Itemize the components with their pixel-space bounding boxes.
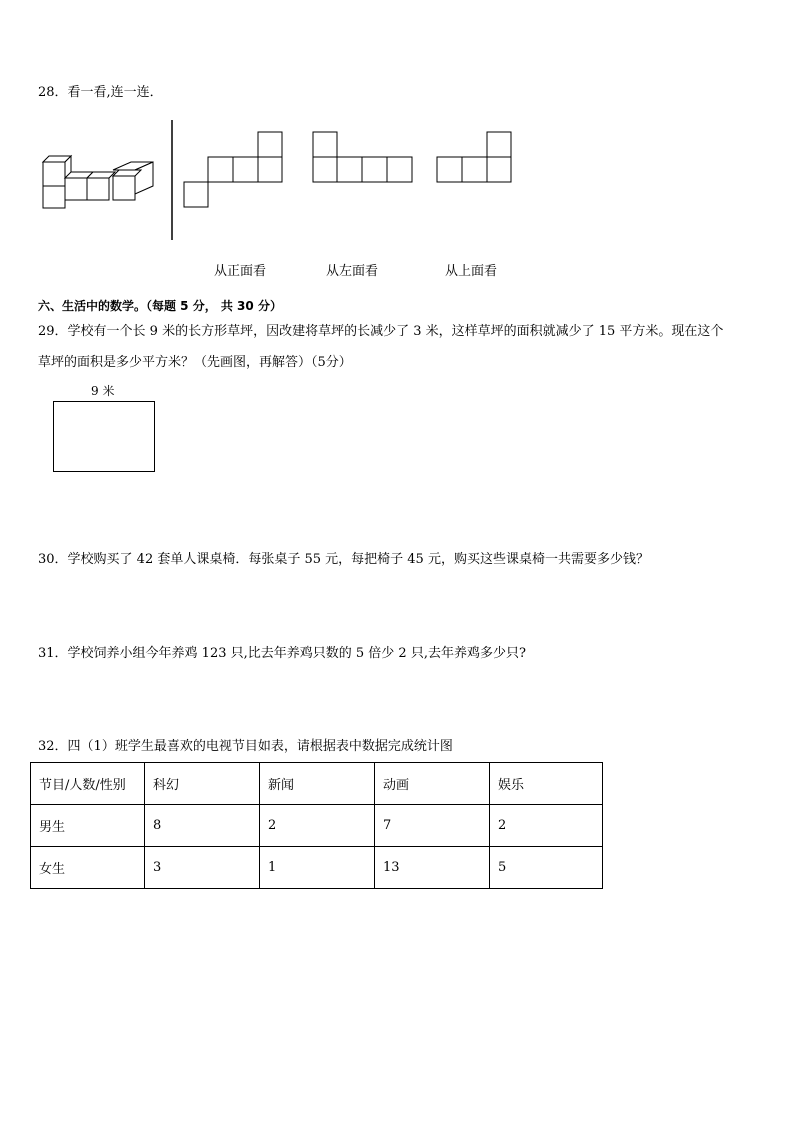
table-cell: 男生 <box>31 805 145 847</box>
table-cell: 5 <box>490 847 603 889</box>
table-header-cell: 科幻 <box>145 763 260 805</box>
table-cell: 7 <box>375 805 490 847</box>
table-cell: 1 <box>260 847 375 889</box>
table-cell: 2 <box>490 805 603 847</box>
table-header-row <box>31 763 603 805</box>
q29-line1: 29．学校有一个长 9 米的长方形草坪，因改建将草坪的长减少了 3 米，这样草坪的面积就减少了 15 平方米。现在这个 <box>38 324 724 339</box>
q31-text: 31．学校饲养小组今年养鸡 123 只,比去年养鸡只数的 5 倍少 2 只,去年养鸡多少只? <box>38 646 526 661</box>
table-row <box>31 847 603 889</box>
table-cell: 8 <box>145 805 260 847</box>
divider-line <box>170 118 176 242</box>
label-top-view: 从上面看 <box>445 264 498 279</box>
q30-text: 30．学校购买了 42 套单人课桌椅．每张桌子 55 元，每把椅子 45 元，购买这些课桌椅一共需要多少钱？ <box>38 552 649 567</box>
table-cell: 女生 <box>31 847 145 889</box>
table-header-cell: 娱乐 <box>490 763 603 805</box>
table-row <box>31 805 603 847</box>
tv-program-table <box>30 762 603 889</box>
label-left-view: 从左面看 <box>326 264 379 279</box>
table-cell: 13 <box>375 847 490 889</box>
q29-rectangle-figure <box>52 400 156 474</box>
table-header-cell: 动画 <box>375 763 490 805</box>
q28-question: 28．看一看,连一连． <box>38 85 163 100</box>
table-header-cell: 节目/人数/性别 <box>31 763 145 805</box>
view-shape-1 <box>182 130 284 210</box>
section-heading: 六、生活中的数学。（每题 5 分， 共 30 分） <box>38 299 282 313</box>
view-shape-2 <box>310 130 416 186</box>
label-front-view: 从正面看 <box>214 264 267 279</box>
table-header-cell: 新闻 <box>260 763 375 805</box>
view-shape-3 <box>434 130 516 186</box>
table-cell: 3 <box>145 847 260 889</box>
q29-line2: 草坪的面积是多少平方米？（先画图，再解答）（5分） <box>38 355 352 370</box>
table-cell: 2 <box>260 805 375 847</box>
q29-figure-label: 9 米 <box>91 384 115 398</box>
cube-structure-figure <box>40 155 160 215</box>
q32-text: 32．四（1）班学生最喜欢的电视节目如表，请根据表中数据完成统计图 <box>38 739 453 754</box>
